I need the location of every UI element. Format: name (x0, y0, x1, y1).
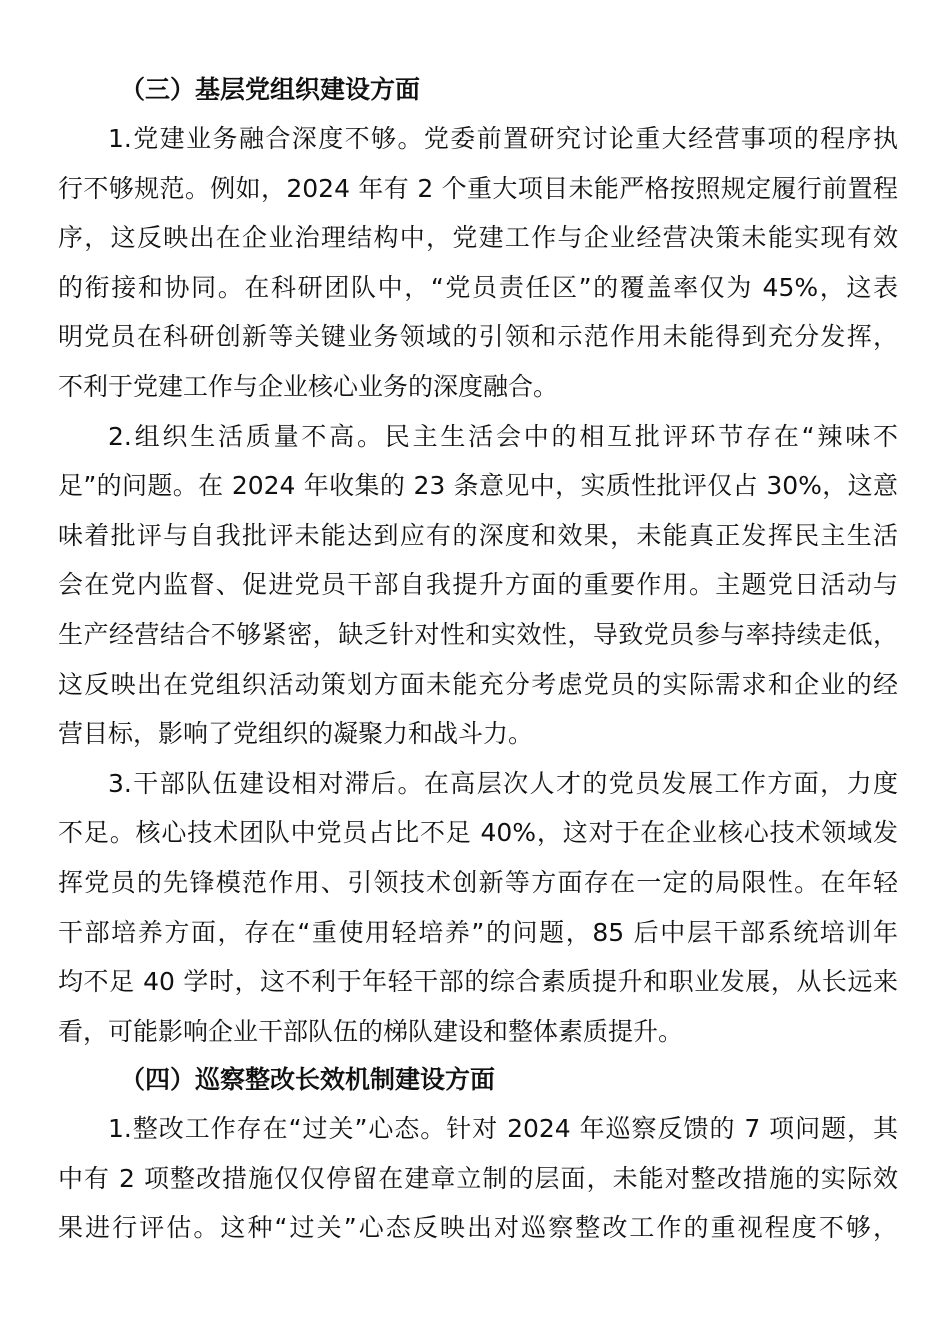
text-line: 行不够规范。例如，2024 年有 2 个重大项目未能严格按照规定履行前置程 (58, 173, 898, 203)
text-line: 不利于党建工作与企业核心业务的深度融合。 (58, 371, 559, 401)
text-line: 2.组织生活质量不高。民主生活会中的相互批评环节存在“辣味不 (108, 421, 898, 451)
text-line: 1.党建业务融合深度不够。党委前置研究讨论重大经营事项的程序执 (108, 124, 898, 153)
text-line: 干部培养方面，存在“重使用轻培养”的问题，85 后中层干部系统培训年 (58, 917, 898, 947)
section-heading-3: （三）基层党组织建设方面 (120, 75, 421, 104)
text-line: 生产经营结合不够紧密，缺乏针对性和实效性，导致党员参与率持续走低， (58, 619, 898, 649)
text-line: 看，可能影响企业干部队伍的梯队建设和整体素质提升。 (58, 1016, 684, 1046)
text-line: 不足。核心技术团队中党员占比不足 40%，这对于在企业核心技术领域发 (58, 818, 898, 848)
text-line: 挥党员的先锋模范作用、引领技术创新等方面存在一定的局限性。在年轻 (58, 867, 898, 897)
text-line: 中有 2 项整改措施仅仅停留在建章立制的层面，未能对整改措施的实际效 (58, 1163, 898, 1193)
text-line: 这反映出在党组织活动策划方面未能充分考虑党员的实际需求和企业的经 (58, 669, 898, 699)
text-line: 明党员在科研创新等关键业务领域的引领和示范作用未能得到充分发挥， (58, 322, 898, 352)
paragraph-4-1 (58, 1104, 898, 1253)
text-line: 味着批评与自我批评未能达到应有的深度和效果，未能真正发挥民主生活 (58, 520, 898, 550)
text-line: 1.整改工作存在“过关”心态。针对 2024 年巡察反馈的 7 项问题，其 (108, 1114, 898, 1144)
text-line: 足”的问题。在 2024 年收集的 23 条意见中，实质性批评仅占 30%，这意 (58, 471, 898, 501)
text-line: 会在党内监督、促进党员干部自我提升方面的重要作用。主题党日活动与 (58, 570, 898, 600)
text-line: 营目标，影响了党组织的凝聚力和战斗力。 (58, 719, 534, 749)
document-page (58, 66, 898, 1253)
text-line: 序，这反映出在企业治理结构中，党建工作与企业经营决策未能实现有效 (58, 223, 898, 253)
text-line: 果进行评估。这种“过关”心态反映出对巡察整改工作的重视程度不够， (58, 1213, 898, 1243)
paragraph-3-1 (58, 114, 898, 412)
text-line: 的衔接和协同。在科研团队中，“党员责任区”的覆盖率仅为 45%，这表 (58, 272, 898, 302)
section-heading-4: （四）巡察整改长效机制建设方面 (120, 1065, 496, 1095)
text-line: 均不足 40 学时，这不利于年轻干部的综合素质提升和职业发展，从长远来 (58, 967, 898, 997)
paragraph-3-2 (58, 412, 898, 759)
paragraph-3-3 (58, 759, 898, 1057)
text-line: 3.干部队伍建设相对滞后。在高层次人才的党员发展工作方面，力度 (108, 768, 898, 798)
